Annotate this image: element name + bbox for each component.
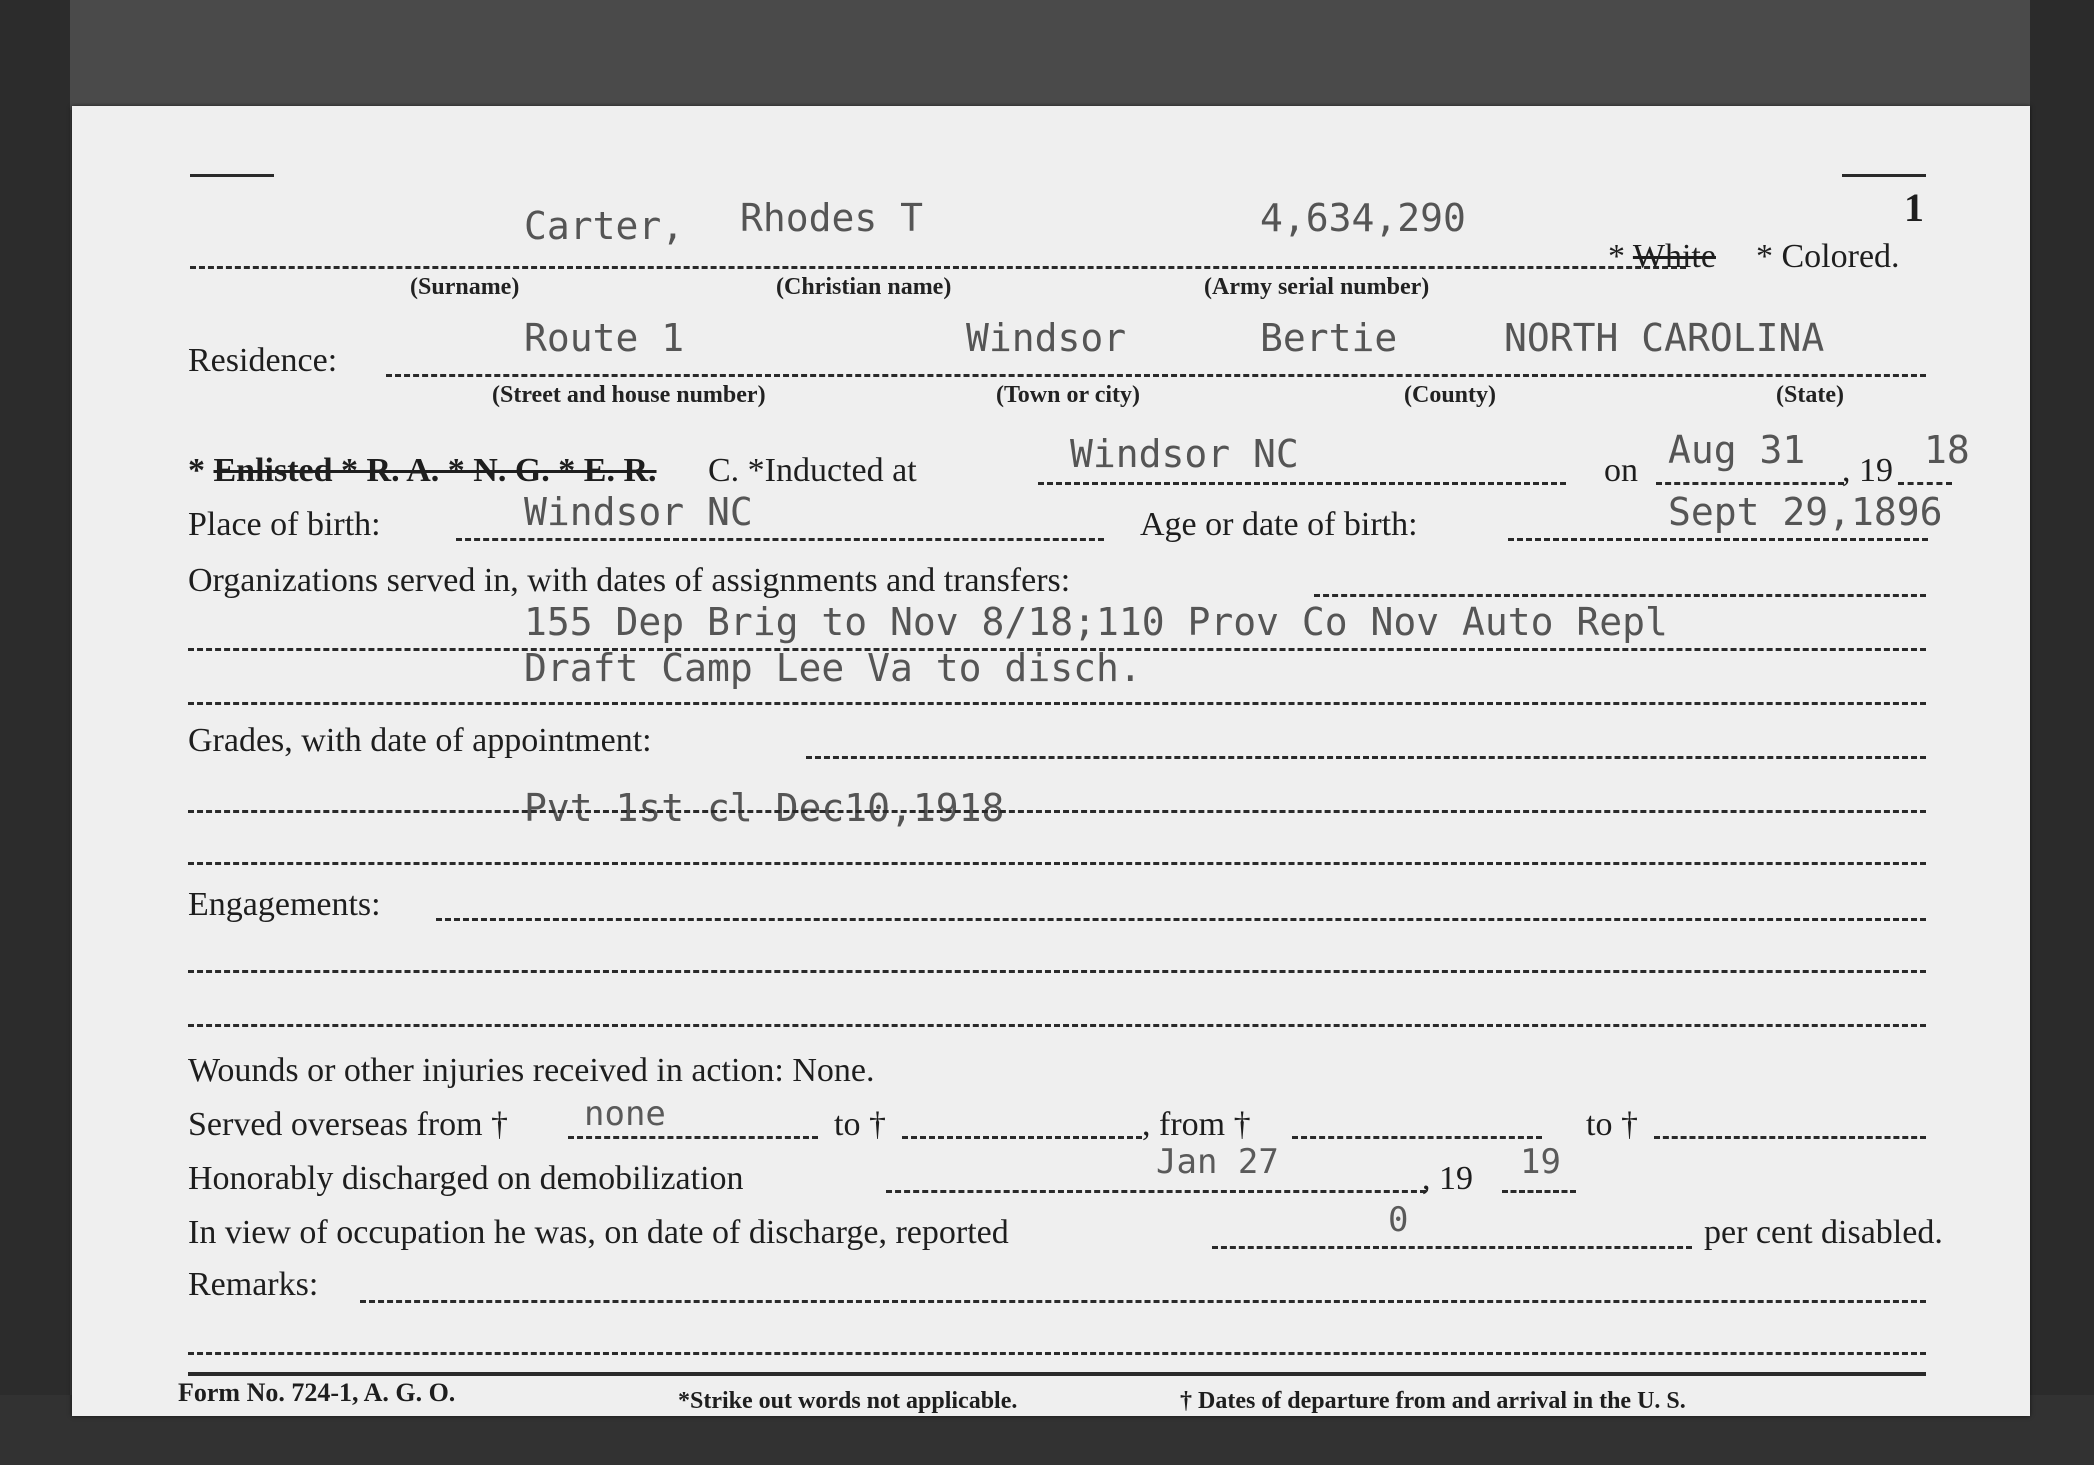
discharge-label: Honorably discharged on demobilization bbox=[188, 1160, 744, 1197]
caption-street: (Street and house number) bbox=[492, 382, 766, 408]
caption-surname: (Surname) bbox=[410, 274, 520, 300]
engagements-line-1 bbox=[188, 970, 1926, 973]
wounds-label: Wounds or other injuries received in action: None. bbox=[188, 1052, 875, 1089]
place-of-birth-line bbox=[456, 538, 1104, 541]
discharge-year-value: 19 bbox=[1520, 1142, 1561, 1182]
residence-state-value: NORTH CAROLINA bbox=[1504, 316, 1825, 360]
top-right-rule bbox=[1842, 174, 1926, 177]
served-overseas-label: Served overseas from † bbox=[188, 1106, 509, 1143]
overseas-to2-line bbox=[1654, 1136, 1926, 1139]
overseas-from2-line bbox=[1292, 1136, 1542, 1139]
induction-year-value: 18 bbox=[1924, 428, 1970, 472]
card-number: 1 bbox=[1904, 185, 1924, 230]
induction-year-prefix: , 19 bbox=[1842, 452, 1893, 489]
caption-serial-number: (Army serial number) bbox=[1204, 274, 1430, 300]
remarks-label: Remarks: bbox=[188, 1266, 319, 1303]
residence-county-value: Bertie bbox=[1260, 316, 1398, 360]
overseas-to-label: to † bbox=[834, 1106, 886, 1143]
top-left-rule bbox=[190, 174, 274, 177]
disability-value: 0 bbox=[1388, 1200, 1409, 1240]
organizations-line-2 bbox=[188, 702, 1926, 705]
grades-line-0 bbox=[806, 756, 1926, 759]
date-of-birth-value: Sept 29,1896 bbox=[1668, 490, 1943, 534]
scan-background-top bbox=[0, 0, 2094, 110]
caption-town: (Town or city) bbox=[996, 382, 1140, 408]
overseas-from-line bbox=[568, 1136, 818, 1139]
discharge-date-value: Jan 27 bbox=[1156, 1142, 1279, 1182]
disability-suffix: per cent disabled. bbox=[1704, 1214, 1943, 1251]
serial-number-value: 4,634,290 bbox=[1260, 196, 1466, 240]
discharge-date-line bbox=[886, 1190, 1426, 1193]
residence-line bbox=[386, 374, 1926, 377]
discharge-year-prefix: , 19 bbox=[1422, 1160, 1473, 1197]
served-overseas-from-value: none bbox=[584, 1094, 666, 1134]
race-colored: * Colored. bbox=[1756, 238, 1900, 275]
grades-line-1 bbox=[188, 810, 1926, 813]
residence-street-value: Route 1 bbox=[524, 316, 685, 360]
residence-label: Residence: bbox=[188, 342, 338, 379]
overseas-from2-label: , from † bbox=[1142, 1106, 1251, 1143]
remarks-line-1 bbox=[188, 1352, 1926, 1355]
remarks-line-0 bbox=[360, 1300, 1926, 1303]
service-record-card bbox=[72, 106, 2030, 1416]
induction-date-value: Aug 31 bbox=[1668, 428, 1806, 472]
inducted-place-value: Windsor NC bbox=[1070, 432, 1299, 476]
grades-label: Grades, with date of appointment: bbox=[188, 722, 652, 759]
organizations-line-0 bbox=[1314, 594, 1926, 597]
date-of-birth-line bbox=[1508, 538, 1928, 541]
scan-background-right bbox=[2030, 0, 2094, 1465]
footer-note-strike-out: *Strike out words not applicable. bbox=[678, 1388, 1018, 1414]
on-label: on bbox=[1604, 452, 1638, 489]
disability-label: In view of occupation he was, on date of discharge, reported bbox=[188, 1214, 1009, 1251]
form-number: Form No. 724-1, A. G. O. bbox=[178, 1378, 456, 1407]
disability-line bbox=[1212, 1246, 1692, 1249]
inducted-line bbox=[1038, 482, 1566, 485]
christian-name-value: Rhodes T bbox=[740, 196, 924, 240]
surname-value: Carter, bbox=[524, 204, 685, 248]
residence-town-value: Windsor bbox=[966, 316, 1127, 360]
induction-date-line bbox=[1656, 482, 1844, 485]
enlistment-options-struck: * Enlisted * R. A. * N. G. * E. R. bbox=[188, 452, 657, 489]
inducted-label: C. *Inducted at bbox=[708, 452, 917, 489]
overseas-to-line bbox=[902, 1136, 1142, 1139]
discharge-year-line bbox=[1502, 1190, 1576, 1193]
organizations-entry-1: 155 Dep Brig to Nov 8/18;110 Prov Co Nov Auto Repl bbox=[524, 600, 1668, 644]
caption-christian-name: (Christian name) bbox=[776, 274, 952, 300]
overseas-to2-label: to † bbox=[1586, 1106, 1638, 1143]
race-white-struck: * White bbox=[1608, 238, 1716, 275]
organizations-label: Organizations served in, with dates of assignments and transfers: bbox=[188, 562, 1071, 599]
age-date-of-birth-label: Age or date of birth: bbox=[1140, 506, 1418, 543]
engagements-line-2 bbox=[188, 1024, 1926, 1027]
caption-state: (State) bbox=[1776, 382, 1844, 408]
place-of-birth-label: Place of birth: bbox=[188, 506, 381, 543]
induction-year-line bbox=[1898, 482, 1952, 485]
grade-entry: Pvt 1st cl Dec10,1918 bbox=[524, 786, 1005, 830]
engagements-line-0 bbox=[436, 918, 1926, 921]
footer-rule bbox=[188, 1372, 1926, 1376]
name-line bbox=[190, 266, 1686, 269]
organizations-entry-2: Draft Camp Lee Va to disch. bbox=[524, 646, 1142, 690]
grades-line-2 bbox=[188, 862, 1926, 865]
caption-county: (County) bbox=[1404, 382, 1497, 408]
engagements-label: Engagements: bbox=[188, 886, 381, 923]
place-of-birth-value: Windsor NC bbox=[524, 490, 753, 534]
scan-background-left bbox=[0, 0, 70, 1465]
footer-note-dates: † Dates of departure from and arrival in the U. S. bbox=[1180, 1388, 1686, 1414]
